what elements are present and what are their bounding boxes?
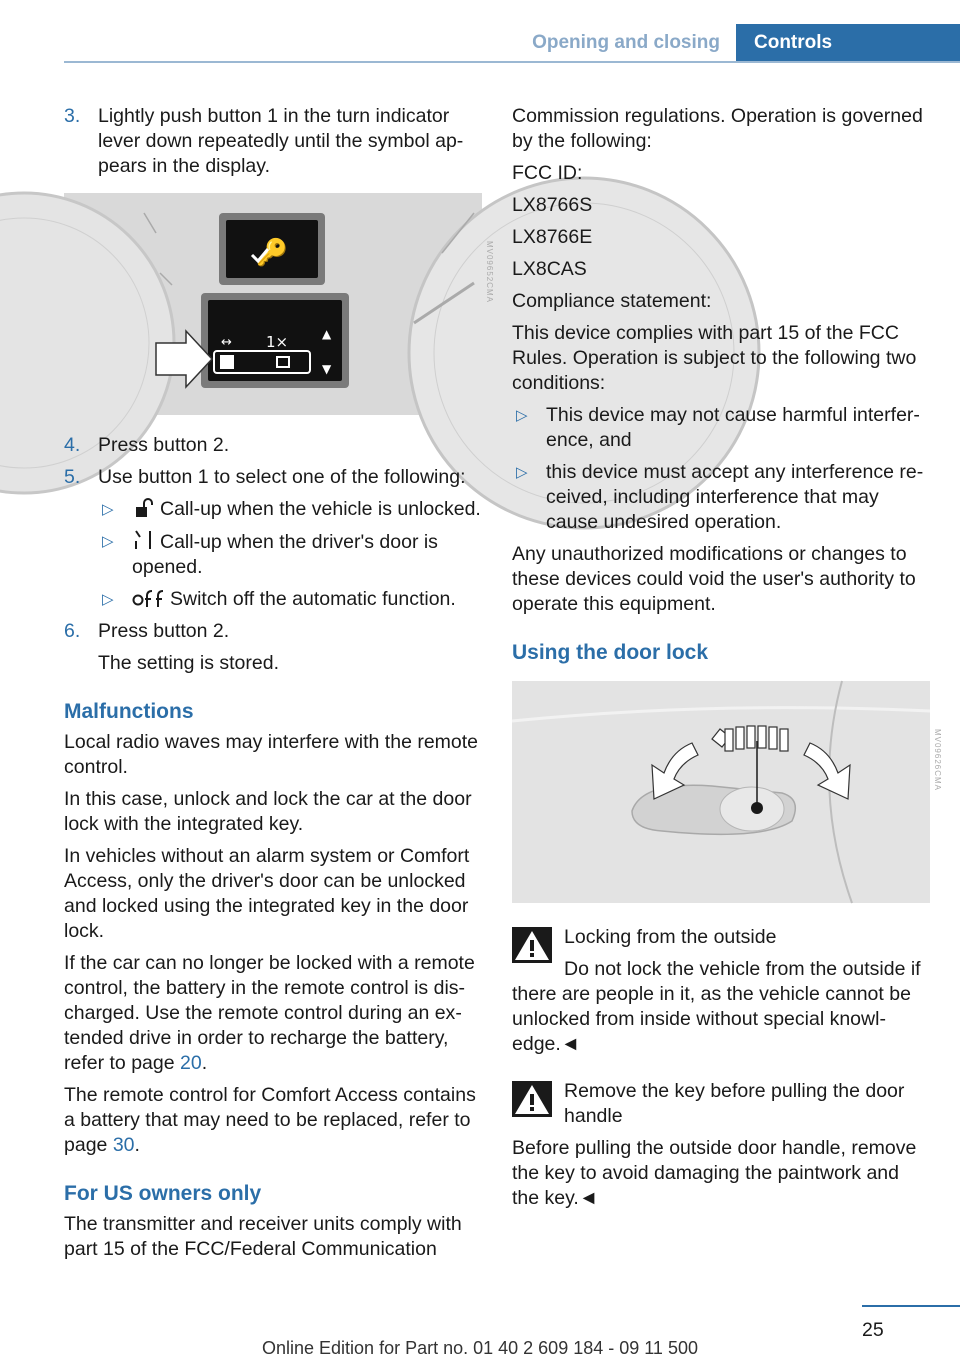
door-lock-heading: Using the door lock <box>512 641 709 664</box>
paragraph: In vehicles without an alarm system or Comfort Access, only the driver's door can be unlocked and locked using the integrated key in the door lock. <box>64 845 470 942</box>
step-3 <box>64 104 482 179</box>
paragraph: Commission regulations. Operation is governed by the following: <box>512 105 923 152</box>
header-section-title[interactable]: Opening and closing <box>532 32 720 53</box>
instrument-cluster-figure <box>64 193 494 415</box>
paragraph-text: If the car can no longer be locked with a remote control, the battery in the remote control is discharged. Use the remote control during an extended drive in order to recharge the battery, refer to page <box>64 952 475 1074</box>
step-4 <box>64 433 482 458</box>
svg-text:▼: ▼ <box>322 362 332 376</box>
fcc-id-value: LX8766S <box>512 194 593 216</box>
open-door-icon <box>132 529 156 551</box>
paragraph-text: . <box>134 1134 140 1156</box>
warning-text: Do not lock the vehicle from the outside if there are people in it, as the vehicle cannot be unlocked from inside without special knowledge.◄ <box>512 958 921 1055</box>
door-lock-figure <box>512 681 942 903</box>
paragraph: Local radio waves may interfere with the remote control. <box>64 731 479 778</box>
paragraph <box>64 951 482 1076</box>
page-number: 25 <box>862 1319 884 1341</box>
page-link-30[interactable]: 30 <box>112 1134 135 1156</box>
paragraph <box>64 1083 482 1158</box>
option-text: Switch off the automatic function. <box>170 588 456 610</box>
paragraph-text: The remote control for Comfort Access contains a battery that may need to be replaced, refer to page <box>64 1084 476 1156</box>
svg-text:▲: ▲ <box>322 327 332 341</box>
step-text: Press button 2. <box>98 620 230 642</box>
condition-text: this device must accept any interference received, including interference that may cause undesired operation. <box>546 461 924 533</box>
option-text: Call-up when the driver's door is opened. <box>132 531 438 578</box>
left-column <box>64 104 494 1269</box>
condition-item <box>512 403 930 453</box>
bullet-triangle-icon: ▷ <box>102 533 114 550</box>
step-text: Use button 1 to select one of the following: <box>98 466 466 488</box>
footer-rule <box>862 1305 960 1307</box>
svg-text:🔑: 🔑 <box>255 238 289 268</box>
step-6 <box>64 619 482 644</box>
step-text: Lightly push button 1 in the turn indicator lever down repeatedly until the symbol appears in the display. <box>98 105 464 177</box>
option-door-opened <box>98 529 482 580</box>
malfunctions-heading: Malfunctions <box>64 700 194 723</box>
condition-text: This device may not cause harmful interference, and <box>546 404 920 451</box>
fcc-id-label: FCC ID: <box>512 162 583 184</box>
header-tab-controls[interactable]: Controls <box>736 24 960 62</box>
right-column <box>512 104 942 1218</box>
step-text: Press button 2. <box>98 434 230 456</box>
display-count-text: 1× <box>266 333 289 351</box>
paragraph: Any unauthorized modifications or changes to these devices could void the user's authority to operate this equipment. <box>512 543 916 615</box>
warning-remove-key <box>512 1079 930 1129</box>
option-text: Call-up when the vehicle is unlocked. <box>160 498 481 520</box>
unlocked-padlock-icon <box>132 498 156 518</box>
option-off <box>98 587 482 612</box>
fcc-id-value: LX8766E <box>512 226 593 248</box>
paragraph-text: . <box>201 1052 208 1074</box>
fcc-id-value: LX8CAS <box>512 258 587 280</box>
door-lock-illustration <box>512 681 930 903</box>
instrument-cluster-illustration <box>64 193 482 415</box>
figure-code: MV09626CMA <box>933 728 942 791</box>
step-5 <box>64 465 482 490</box>
warning-title: Locking from the outside <box>564 926 777 948</box>
bullet-triangle-icon: ▷ <box>516 464 528 481</box>
paragraph: The transmitter and receiver units comply with part 15 of the FCC/Federal Communication <box>64 1213 462 1260</box>
bullet-triangle-icon: ▷ <box>102 591 114 608</box>
step-number: 4. <box>64 434 81 456</box>
warning-title: Remove the key before pulling the door handle <box>564 1080 905 1127</box>
figure-code: MV09652CMA <box>485 240 494 303</box>
off-symbol-icon <box>132 588 166 608</box>
bullet-triangle-icon: ▷ <box>516 407 528 424</box>
us-owners-heading: For US owners only <box>64 1182 262 1205</box>
paragraph: This device complies with part 15 of the FCC Rules. Operation is subject to the following two conditions: <box>512 322 917 394</box>
warning-locking-outside <box>512 925 930 950</box>
condition-item <box>512 460 930 535</box>
svg-text:↔: ↔ <box>221 335 232 350</box>
step-number: 6. <box>64 620 81 642</box>
step-6-note: The setting is stored. <box>98 652 280 674</box>
page-header <box>64 24 960 62</box>
warning-text: Before pulling the outside door handle, remove the key to avoid damaging the paintwork and the key.◄ <box>512 1137 917 1209</box>
header-rule <box>64 61 960 63</box>
paragraph: In this case, unlock and lock the car at the door lock with the integrated key. <box>64 788 472 835</box>
step-number: 5. <box>64 466 81 488</box>
warning-triangle-icon <box>512 1081 552 1117</box>
bullet-triangle-icon: ▷ <box>102 501 114 518</box>
page-link-20[interactable]: 20 <box>180 1052 202 1074</box>
compliance-label: Compliance statement: <box>512 290 712 312</box>
step-number: 3. <box>64 105 81 127</box>
warning-triangle-icon <box>512 927 552 963</box>
option-unlocked <box>98 497 482 522</box>
edition-footer: Online Edition for Part no. 01 40 2 609 184 - 09 11 500 <box>262 1338 698 1358</box>
